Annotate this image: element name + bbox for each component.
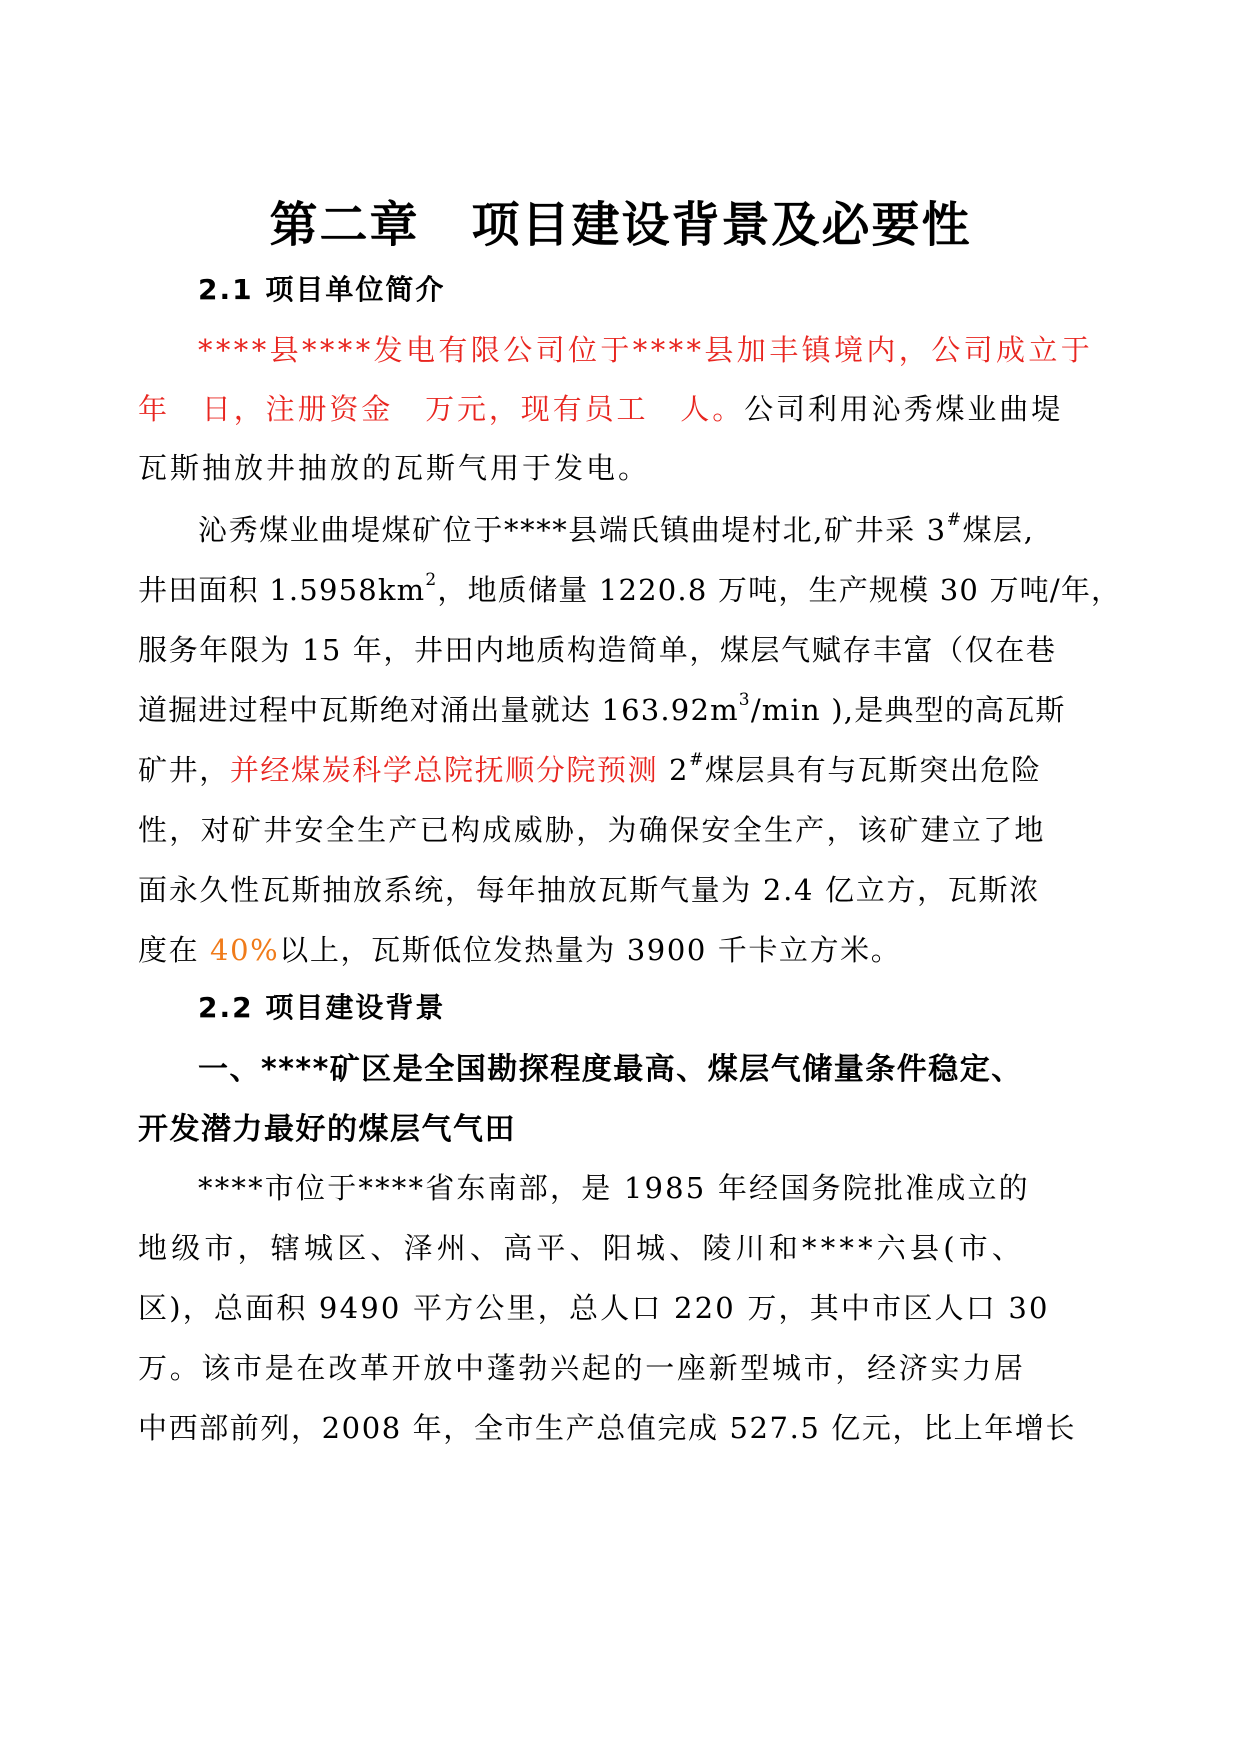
text-span: ，地质储量 1220.8 万吨，生产规模 30 万吨/年， (437, 573, 1122, 607)
paragraph-line: ****县****发电有限公司位于****县加丰镇境内，公司成立于 (198, 333, 1094, 367)
superscript: # (689, 750, 705, 771)
text-span: 井田面积 1.5958km (138, 573, 426, 607)
paragraph-line: ****市位于****省东南部，是 1985 年经国务院批准成立的 (198, 1171, 1030, 1205)
chapter-title (0, 186, 1241, 255)
text-span: 矿井， (138, 753, 230, 787)
text-span: 沁秀煤业曲堤煤矿位于****县端氏镇曲堤村北,矿井采 3 (198, 513, 947, 547)
subsection-heading: 一、****矿区是全国勘探程度最高、煤层气储量条件稳定、 (198, 1052, 1023, 1087)
chapter-title-text: 项目建设背景及必要性 (471, 197, 972, 253)
paragraph-line: 瓦斯抽放井抽放的瓦斯气用于发电。 (138, 451, 651, 485)
paragraph-line (138, 688, 1066, 729)
text-span: 以上，瓦斯低位发热量为 3900 千卡立方米。 (279, 933, 902, 967)
paragraph-line: 万。该市是在改革开放中蓬勃兴起的一座新型城市，经济实力居 (138, 1351, 1026, 1385)
section-heading-2-1: 2.1 项目单位简介 (198, 273, 446, 306)
text-span: 2 (658, 753, 690, 787)
text-span: 煤层具有与瓦斯突出危险 (704, 753, 1042, 787)
superscript: 2 (425, 570, 438, 591)
section-heading-2-2: 2.2 项目建设背景 (198, 991, 446, 1024)
paragraph-line (138, 568, 1121, 609)
highlighted-percentage: 40% (210, 933, 280, 967)
text-span: 度在 (138, 933, 211, 967)
paragraph-line (138, 748, 1042, 789)
paragraph-line: 性，对矿井安全生产已构成威胁，为确保安全生产，该矿建立了地 (138, 813, 1046, 847)
superscript: # (946, 510, 963, 531)
text-span: 煤层, (962, 513, 1035, 547)
superscript: 3 (738, 690, 751, 711)
highlighted-text: 并经煤炭科学总院抚顺分院预测 (229, 753, 659, 787)
paragraph-line (138, 928, 901, 969)
text-span: 道掘进过程中瓦斯绝对涌出量就达 163.92m (138, 693, 739, 727)
text-span: 公司利用沁秀煤业曲堤 (744, 392, 1064, 426)
paragraph-line: 面永久性瓦斯抽放系统，每年抽放瓦斯气量为 2.4 亿立方，瓦斯浓 (138, 873, 1040, 907)
chapter-number: 第二章 (269, 197, 420, 253)
paragraph-line (138, 387, 1063, 428)
paragraph-line: 服务年限为 15 年，井田内地质构造简单，煤层气赋存丰富（仅在巷 (138, 633, 1057, 667)
highlighted-text: 年 日，注册资金 万元，现有员工 人。 (138, 392, 745, 426)
paragraph-line: 地级市，辖城区、泽州、高平、阳城、陵川和****六县(市、 (138, 1231, 1026, 1265)
paragraph-line: 区)，总面积 9490 平方公里，总人口 220 万，其中市区人口 30 (138, 1291, 1050, 1325)
text-span: /min ),是典型的高瓦斯 (750, 693, 1066, 727)
paragraph-line: 中西部前列，2008 年，全市生产总值完成 527.5 亿元，比上年增长 (138, 1411, 1077, 1445)
paragraph-line (198, 508, 1035, 549)
subsection-heading: 开发潜力最好的煤层气气田 (138, 1112, 516, 1147)
